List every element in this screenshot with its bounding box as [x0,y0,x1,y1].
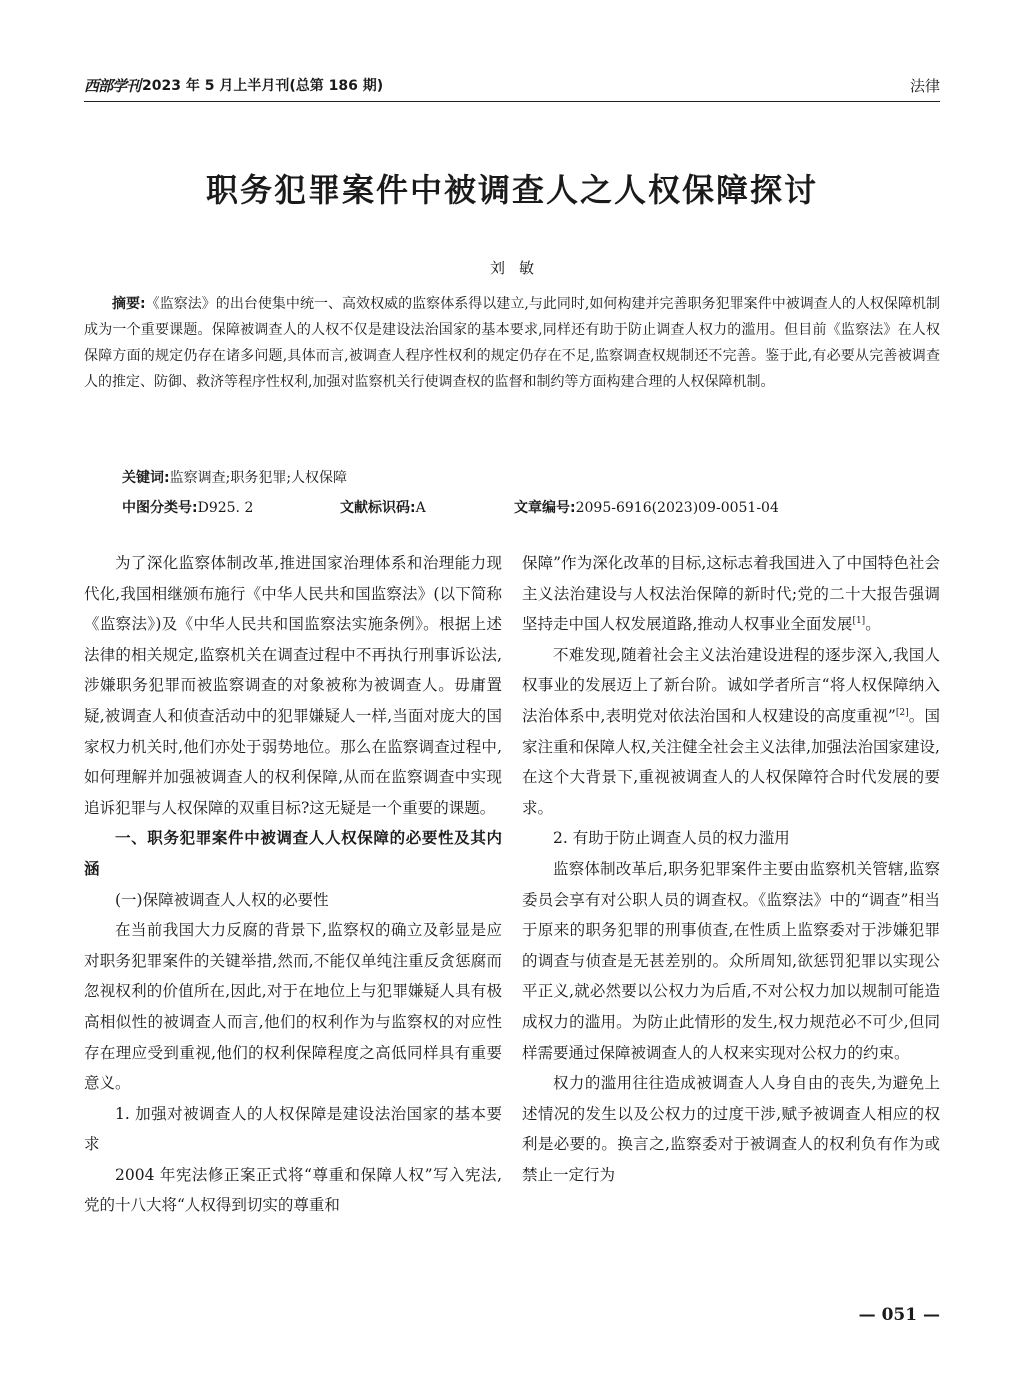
abstract-label: 摘要: [112,296,146,312]
article-title: 职务犯罪案件中被调查人之人权保障探讨 [205,171,818,209]
doc-code-group [340,495,426,521]
header-rule [84,101,940,102]
clc-value: D925. 2 [197,500,254,516]
body-paragraph: 在当前我国大力反腐的背景下,监察权的确立及彰显是应对职务犯罪案件的关键举措,然而,不能仅单纯注重反贪惩腐而忽视权利的价值所在,因此,对于在地位上与犯罪嫌疑人具有极高相似性的被调查人而言,他们的权利作为与监察权的对应性存在理应受到重视,他们的权利保障程度之高低同样具有重要意义。 [84,921,502,1093]
running-head [84,74,940,96]
subsection-heading: (一)保障被调查人人权的必要性 [115,890,329,909]
citation-ref: [2] [895,707,909,718]
paragraph-text: 保障”作为深化改革的目标,这标志着我国进入了中国特色社会主义法治建设与人权法治保障的新时代;党的二十大报告强调坚持走中国人权发展道路,推动人权事业全面发展 [522,554,940,634]
classification-line [122,495,942,521]
body-paragraph [522,548,940,640]
paragraph-text-end: 。 [865,615,881,634]
journal-info [84,75,383,96]
body-paragraph: 2004 年宪法修正案正式将“尊重和保障人权”写入宪法,党的十八大将“人权得到切实的尊重和 [84,1165,502,1215]
doc-code-value: A [415,500,426,516]
abstract-text: 《监察法》的出台使集中统一、高效权威的监察体系得以建立,与此同时,如何构建并完善职务犯罪案件中被调查人的人权保障机制成为一个重要课题。保障被调查人的人权不仅是建设法治国家的基本要求,同样还有助于防止调查人权力的滥用。但目前《监察法》在人权保障方面的规定仍存在诸多问题,具体而言,被调查人程序性权利的规定仍存在不足,监察调查权规制还不完善。鉴于此,有必要从完善被调查人的推定、防御、救济等程序性权利,加强对监察机关行使调查权的监督和制约等方面构建合理的人权保障机制。 [84,296,940,390]
body-column-left [84,548,502,1221]
article-no-label: 文章编号: [514,500,576,516]
keywords-text: 监察调查;职务犯罪;人权保障 [169,470,348,486]
body-column-right [522,548,940,1190]
journal-logo: 西部学刊 [84,76,141,95]
keywords [122,465,347,491]
body-paragraph: 监察体制改革后,职务犯罪案件主要由监察机关管辖,监察委员会享有对公职人员的调查权。《监察法》中的“调查”相当于原来的职务犯罪的刑事侦查,在性质上监察委对于涉嫌犯罪的调查与侦查是无甚差别的。众所周知,欲惩罚犯罪以实现公平正义,就必然要以公权力为后盾,不对公权力加以规制可能造成权力的滥用。为防止此情形的发生,权力规范必不可少,但同样需要通过保障被调查人的人权来实现对公权力的约束。 [522,859,940,1062]
body-paragraph: 为了深化监察体制改革,推进国家治理体系和治理能力现代化,我国相继颁布施行《中华人民共和国监察法》(以下简称《监察法》)及《中华人民共和国监察法实施条例》。根据上述法律的相关规定,监察机关在调查过程中不再执行刑事诉讼法,涉嫌职务犯罪而被监察调查的对象被称为被调查人。毋庸置疑,被调查人和侦查活动中的犯罪嫌疑人一样,当面对庞大的国家权力机关时,他们亦处于弱势地位。那么在监察调查过程中,如何理解并加强被调查人的权利保障,从而在监察调查中实现追诉犯罪与人权保障的双重目标?这无疑是一个重要的课题。 [84,554,502,817]
clc-label: 中图分类号: [122,500,198,516]
keywords-label: 关键词: [122,470,170,486]
article-no-group [514,495,779,521]
clc-group [122,495,253,521]
numbered-heading: 1. 加强对被调查人的人权保障是建设法治国家的基本要求 [84,1104,502,1154]
article-author: 刘敏 [489,259,548,277]
page-number: — 051 — [858,1305,940,1325]
section-tag: 法律 [909,76,940,95]
body-paragraph: 权力的滥用往往造成被调查人人身自由的丧失,为避免上述情况的发生以及公权力的过度干涉,赋予被调查人相应的权利是必要的。换言之,监察委对于被调查人的权利负有作为或禁止一定行为 [522,1074,940,1184]
doc-code-label: 文献标识码: [340,500,416,516]
abstract [84,291,940,395]
journal-issue: 2023 年 5 月上半月刊(总第 186 期) [142,78,384,94]
article-no-value: 2095-6916(2023)09-0051-04 [575,500,779,516]
citation-ref: [1] [852,616,866,627]
paragraph-text: 不难发现,随着社会主义法治建设进程的逐步深入,我国人权事业的发展迈上了新台阶。诚如学者所言“将人权保障纳入法治体系中,表明党对依法治国和人权建设的高度重视” [522,645,940,725]
body-paragraph [522,640,940,824]
section-heading: 一、职务犯罪案件中被调查人人权保障的必要性及其内涵 [84,829,502,878]
numbered-heading: 2. 有助于防止调查人员的权力滥用 [553,829,790,848]
paragraph-text-end: 。国家注重和保障人权,关注健全社会主义法律,加强法治国家建设,在这个大背景下,重视被调查人的人权保障符合时代发展的要求。 [522,706,940,817]
